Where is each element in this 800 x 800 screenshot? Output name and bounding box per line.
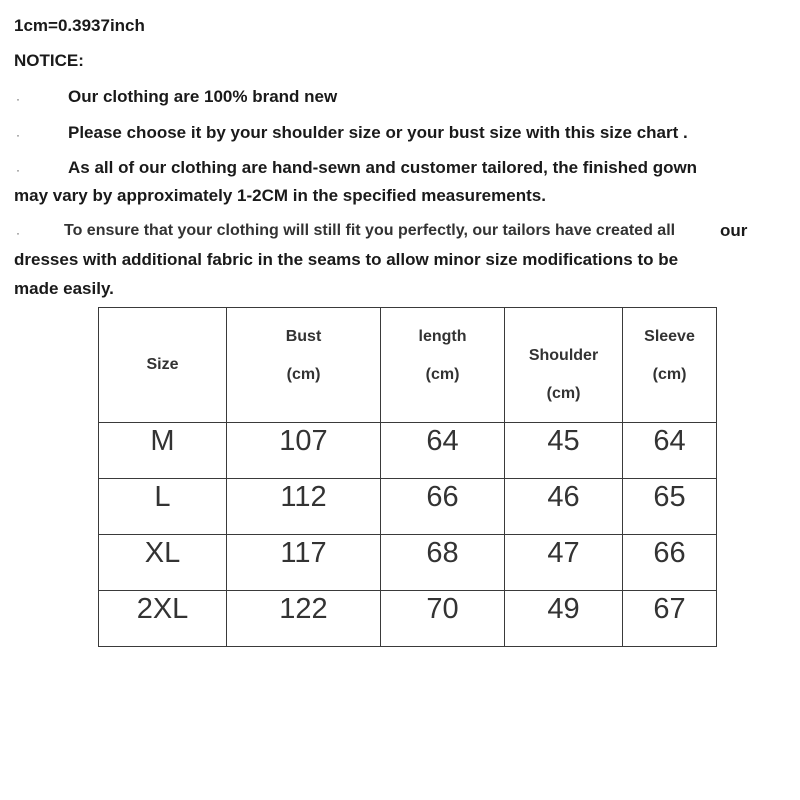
cell-bust: 112 xyxy=(227,479,381,535)
cell-shoulder: 49 xyxy=(505,591,623,647)
header-unit: (cm) xyxy=(652,366,687,383)
cell-shoulder: 46 xyxy=(505,479,623,535)
notice-item-hand-sewn: As all of our clothing are hand-sewn and customer tailored, the finished gown xyxy=(68,158,698,177)
notice-title: NOTICE: xyxy=(14,51,84,70)
cell-bust: 122 xyxy=(227,591,381,647)
bullet-dot: · xyxy=(16,163,20,177)
header-label: Bust xyxy=(285,328,322,345)
cell-size: M xyxy=(99,423,227,479)
cell-length: 64 xyxy=(381,423,505,479)
cell-size: 2XL xyxy=(99,591,227,647)
notice-item-choose-size: Please choose it by your shoulder size or your bust size with this size chart . xyxy=(68,123,688,142)
header-unit: (cm) xyxy=(425,366,460,383)
cell-length: 70 xyxy=(381,591,505,647)
header-unit: (cm) xyxy=(286,366,321,383)
header-label: length xyxy=(418,328,467,345)
header-unit: (cm) xyxy=(546,385,581,402)
notice-item-fit-cont2: made easily. xyxy=(14,279,114,298)
table-row xyxy=(99,591,717,647)
cell-shoulder: 45 xyxy=(505,423,623,479)
notice-item-hand-sewn-cont: may vary by approximately 1-2CM in the specified measurements. xyxy=(14,186,546,205)
notice-item-fit-cont: dresses with additional fabric in the seams to allow minor size modifications to be xyxy=(14,250,679,269)
notice-item-fit: To ensure that your clothing will still fit you perfectly, our tailors have created all xyxy=(64,222,676,239)
table-row xyxy=(99,535,717,591)
cell-shoulder: 47 xyxy=(505,535,623,591)
cell-bust: 117 xyxy=(227,535,381,591)
header-sleeve xyxy=(623,308,717,423)
size-chart-table xyxy=(98,307,717,647)
header-length xyxy=(381,308,505,423)
cell-length: 68 xyxy=(381,535,505,591)
header-bust xyxy=(227,308,381,423)
cell-size: XL xyxy=(99,535,227,591)
table-row xyxy=(99,423,717,479)
cell-sleeve: 64 xyxy=(623,423,717,479)
table-header-row xyxy=(99,308,717,423)
header-label: Shoulder xyxy=(528,347,599,364)
cell-sleeve: 67 xyxy=(623,591,717,647)
notice-item-brand-new: Our clothing are 100% brand new xyxy=(68,87,338,106)
header-label: Size xyxy=(146,356,179,373)
cell-sleeve: 65 xyxy=(623,479,717,535)
header-shoulder xyxy=(505,308,623,423)
header-label: Sleeve xyxy=(644,328,695,345)
conversion-note: 1cm=0.3937inch xyxy=(14,16,145,35)
table-row xyxy=(99,479,717,535)
cell-size: L xyxy=(99,479,227,535)
notice-item-fit-our: our xyxy=(720,221,748,240)
bullet-dot: · xyxy=(16,226,20,240)
header-size xyxy=(99,308,227,423)
bullet-dot: · xyxy=(16,92,20,106)
cell-sleeve: 66 xyxy=(623,535,717,591)
cell-bust: 107 xyxy=(227,423,381,479)
cell-length: 66 xyxy=(381,479,505,535)
bullet-dot: · xyxy=(16,128,20,142)
